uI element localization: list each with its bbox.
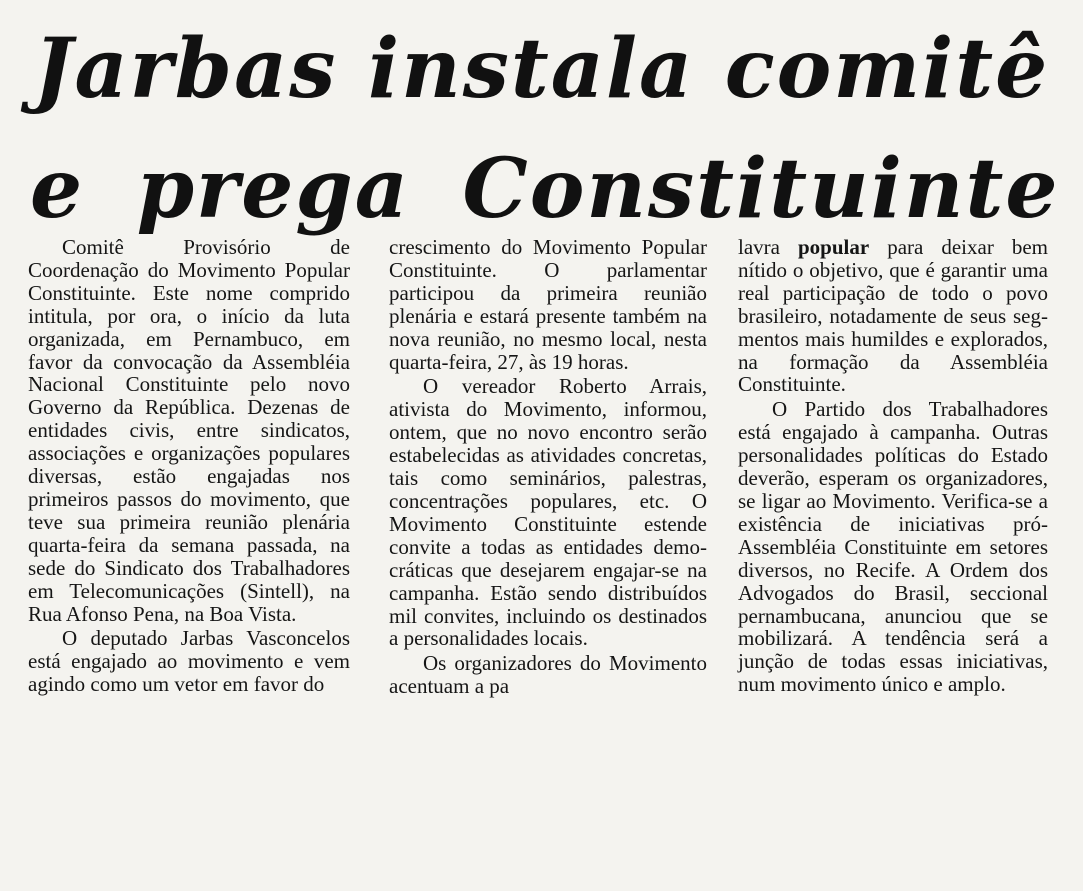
paragraph: Comitê Provisório de Coordenação do Movimento Popular Constituinte. Este nome comprido intitula, por ora, o início da luta organizada, em Pernambuco, em favor da convocação da Assembléia Nacional Constituinte pelo novo Governo da República. Dezenas de entidades civis, entre sindicatos, associações e organizações populares diversas, estão engajadas nos primeiros passos do movimento, que teve sua primeira reunião plenária quarta-feira da semana passada, na sede do Sindicato dos Trabalhadores em Telecomunicações (Sintell), na Rua Afonso Pena, na Boa Vista. [28, 235, 350, 626]
article-column-3 [738, 236, 1048, 696]
paragraph-text: lavra [738, 235, 798, 259]
paragraph: Os organizadores do Movimento acentuam a pa [389, 651, 707, 699]
emphasis-popular: popular [797, 235, 870, 259]
article-column-1 [28, 236, 350, 696]
paragraph: O vereador Roberto Arrais, ativista do Movimento, informou, ontem, que no novo encontro serão estabelecidas as atividades concretas, tais como seminários, palestras, concentrações populares, etc. O Movimento Constituinte estende convite a todas as entidades democráticas que desejarem engajar-se na campanha. Estão sendo distribuídos mil convites, incluindo os destinados a personalidades locais. [389, 374, 707, 651]
paragraph [738, 236, 1048, 396]
headline-line-2: e prega Constituinte [30, 141, 1060, 237]
paragraph: crescimento do Movimento Popular Constituinte. O parlamentar participou da primeira reunião plenária e estará presente também na nova reunião, no mesmo local, nesta quarta-feira, 27, às 19 horas. [389, 235, 707, 374]
paragraph: O deputado Jarbas Vasconcelos está engajado ao movimento e vem agindo como um vetor em favor do [28, 626, 350, 697]
paragraph: O Partido dos Trabalhadores está engajado à campanha. Outras personalidades políticas do Estado deverão, esperam os organizadores, se ligar ao Movimento. Verifica-se a existência de iniciativas pró-Assembléia Constituinte em setores diversos, no Recife. A Ordem dos Advogados do Brasil, seccional pernambucana, anunciou que se mobilizará. A tendência será a junção de todas essas iniciativas, num movimento único e amplo. [738, 397, 1048, 697]
paragraph-text: para deixar bem nítido o objetivo, que é garantir uma real participação de todo o povo brasileiro, notadamente de seus segmentos mais humildes e explorados, na formação da Assembléia Constituinte. [738, 235, 1048, 397]
headline-line-1: Jarbas instala comitê [33, 21, 1050, 117]
article-column-2 [389, 236, 707, 698]
